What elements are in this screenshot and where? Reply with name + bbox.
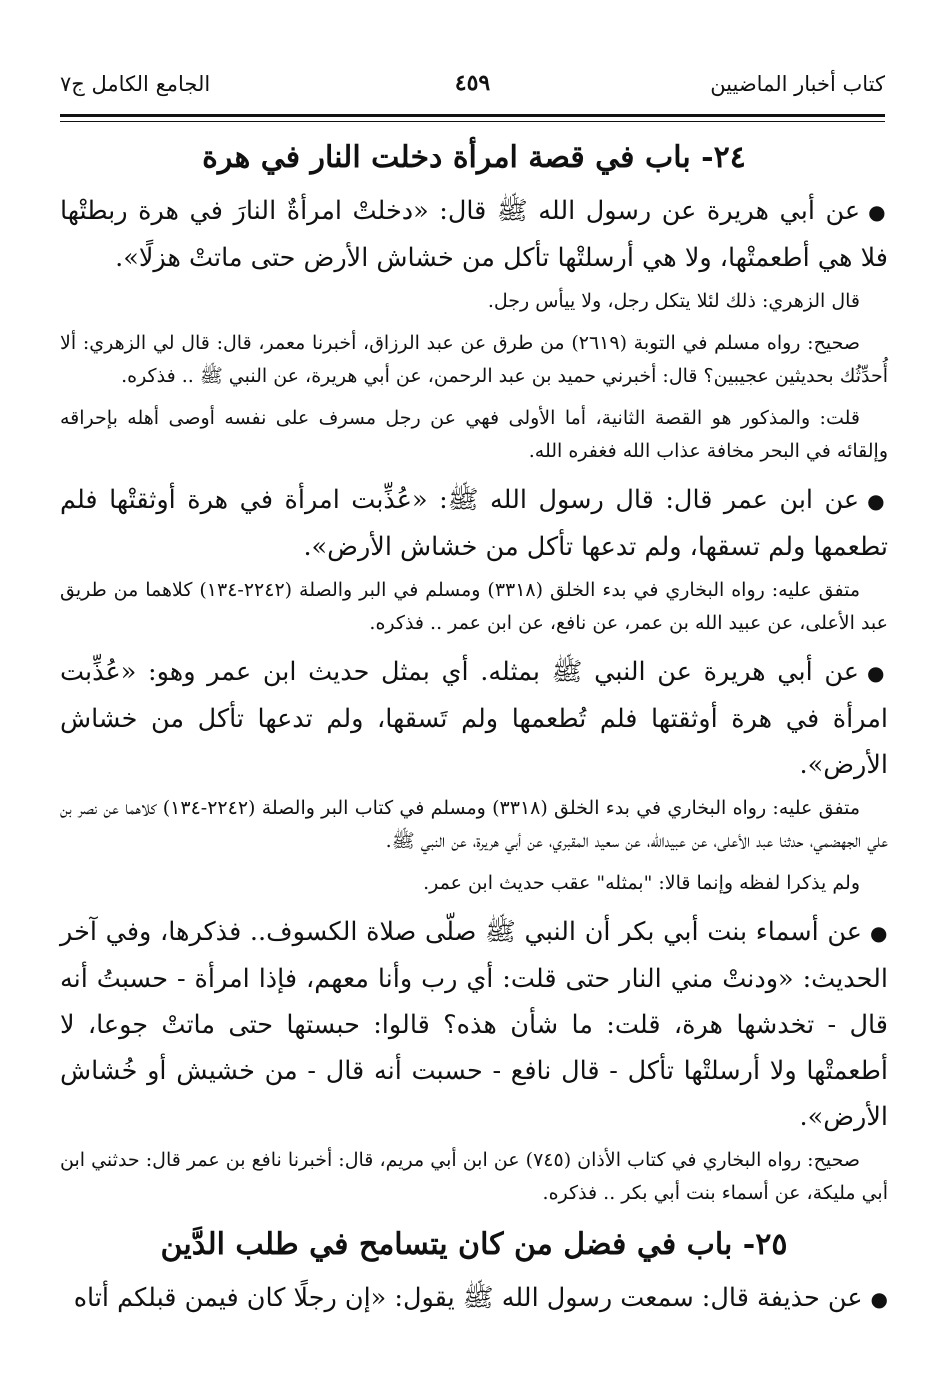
hadith-text: عن أسماء بنت أبي بكر أن النبي ﷺ صلّى صلاة الكسوف.. فذكرها، وفي آخر الحديث: «ودنتْ مني النار حتى قلت: أي رب وأنا معهم، فإذا امرأة - حسبتُ أنه قال - تخدشها هرة، قلت: ما شأن هذه؟ قالوا: حبستها حتى ماتتْ جوعا، لا أطعمتْها ولا أرسلتْها تأكل - قال نافع - حسبت أنه قال - من خشيش أو خُشاش الأرض». xyxy=(60,917,888,1132)
page-content xyxy=(60,132,888,1326)
hadith-paragraph xyxy=(60,1275,888,1322)
bullet-icon: ● xyxy=(867,489,888,513)
book-title: كتاب أخبار الماضيين xyxy=(710,72,885,96)
commentary-note: قلت: والمذكور هو القصة الثانية، أما الأولى فهي عن رجل مسرف على نفسه أوصى أهله بإحراقه وإلقائه في البحر مخافة عذاب الله فغفره الله. xyxy=(60,407,888,462)
hadith-text: عن أبي هريرة عن رسول الله ﷺ قال: «دخلتْ امرأةٌ النارَ في هرة ربطتْها فلا هي أطعمتْها، ولا هي أرسلتْها تأكل من خشاش الأرض حتى ماتتْ هزلًا». xyxy=(60,196,888,273)
commentary-note: ولم يذكرا لفظه وإنما قالا: "بمثله" عقب حديث ابن عمر. xyxy=(423,872,860,894)
header-rule-thin xyxy=(60,121,885,122)
chapter-title: ٢٤- باب في قصة امرأة دخلت النار في هرة xyxy=(202,140,746,175)
takhrij-note: صحيح: رواه مسلم في التوبة (٢٦١٩) من طرق عن عبد الرزاق، أخبرنا معمر، قال: قال لي الزهري: ألا أُحدِّثُك بحديثين عجيبين؟ قال: أخبرني حميد بن عبد الرحمن، عن أبي هريرة، عن النبي ﷺ .. فذكره. xyxy=(60,332,888,387)
bullet-icon: ● xyxy=(867,661,889,685)
hadith-paragraph xyxy=(60,188,888,281)
volume-title: الجامع الكامل ج٧ xyxy=(60,72,211,96)
hadith-text: عن حذيفة قال: سمعت رسول الله ﷺ يقول: «إن رجلًا كان فيمن قبلكم أتاه xyxy=(73,1283,863,1313)
hadith-text: عن أبي هريرة عن النبي ﷺ بمثله. أي بمثل حديث ابن عمر وهو: «عُذِّبت امرأة في هرة أوثقتها فلم تُطعمها ولم تَسقها، ولم تدعها تأكل من خشاش الأرض». xyxy=(60,657,888,780)
hadith-paragraph xyxy=(60,477,888,570)
commentary-note: قال الزهري: ذلك لئلا يتكل رجل، ولا ييأس رجل. xyxy=(487,290,860,312)
hadith-paragraph xyxy=(60,649,888,788)
bullet-icon: ● xyxy=(869,921,889,945)
page-number: ٤٥٩ xyxy=(454,70,491,96)
takhrij-note: متفق عليه: رواه البخاري في بدء الخلق (٣٣١٨) ومسلم في كتاب البر والصلة (٢٢٤٢-١٣٤) كلاهما عن نصر بن علي الجهضمي، حدثنا عبد الأعلى، عن عبيدالله، عن سعيد المقبري، عن أبي هريرة، عن النبي ﷺ. xyxy=(60,797,888,852)
takhrij-note: متفق عليه: رواه البخاري في بدء الخلق (٣٣١٨) ومسلم في البر والصلة (٢٢٤٢-١٣٤) كلاهما من طريق عبد الأعلى، عن عبيد الله بن عمر، عن نافع، عن ابن عمر .. فذكره. xyxy=(60,579,888,634)
chapter-title: ٢٥- باب في فضل من كان يتسامح في طلب الدَّين xyxy=(160,1227,788,1262)
header-rule-thick xyxy=(60,114,885,117)
hadith-text: عن ابن عمر قال: قال رسول الله ﷺ: «عُذِّبت امرأة في هرة أوثقتْها فلم تطعمها ولم تسقها، ولم تدعها تأكل من خشاش الأرض». xyxy=(60,485,888,562)
bullet-icon: ● xyxy=(868,200,888,224)
hadith-paragraph xyxy=(60,909,888,1140)
bullet-icon: ● xyxy=(870,1287,888,1311)
page-header xyxy=(60,64,885,114)
takhrij-note: صحيح: رواه البخاري في كتاب الأذان (٧٤٥) عن ابن أبي مريم، قال: أخبرنا نافع بن عمر قال: حدثني ابن أبي مليكة، عن أسماء بنت أبي بكر .. فذكره. xyxy=(60,1149,888,1204)
